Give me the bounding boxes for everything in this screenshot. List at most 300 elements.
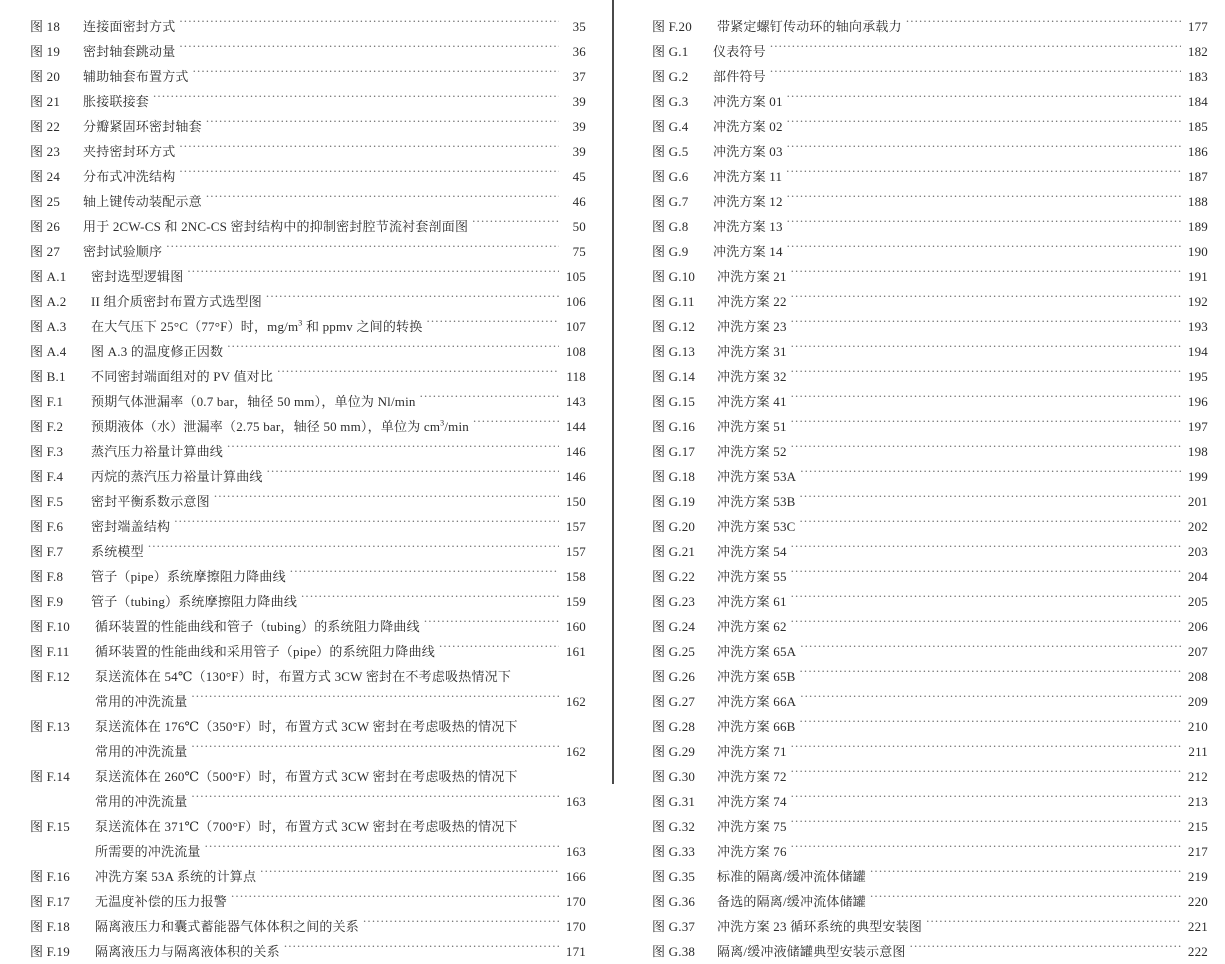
figure-entry[interactable] xyxy=(30,814,586,864)
figure-entry-line xyxy=(652,489,1208,514)
figure-entry[interactable] xyxy=(652,264,1208,289)
page-number: 212 xyxy=(1187,769,1208,784)
figure-entry[interactable] xyxy=(30,564,586,589)
figure-label: 图 G.27 xyxy=(652,694,696,709)
figure-label: 图 25 xyxy=(30,194,61,209)
figure-entry[interactable] xyxy=(652,189,1208,214)
figure-entry[interactable] xyxy=(652,114,1208,139)
figure-entry[interactable] xyxy=(30,864,586,889)
figure-label: 图 G.26 xyxy=(652,669,696,684)
figure-label: 图 F.7 xyxy=(30,544,64,559)
figure-label: 图 F.20 xyxy=(652,19,692,34)
dot-leader xyxy=(791,818,1181,831)
page-number: 202 xyxy=(1187,519,1208,534)
dot-leader xyxy=(791,393,1181,406)
dot-leader xyxy=(800,693,1181,706)
figure-entry-line xyxy=(30,864,586,889)
figure-title: 分瓣紧固环密封轴套 xyxy=(83,119,202,134)
figure-entry[interactable] xyxy=(652,39,1208,64)
figure-label: 图 G.25 xyxy=(652,644,696,659)
figure-label: 图 G.16 xyxy=(652,419,696,434)
figure-entry-line xyxy=(30,89,586,114)
page-number: 143 xyxy=(565,394,586,409)
dot-leader xyxy=(787,243,1181,256)
page-number: 189 xyxy=(1187,219,1208,234)
figure-entry-line xyxy=(652,414,1208,439)
figure-entry[interactable] xyxy=(652,789,1208,814)
figure-entry[interactable] xyxy=(30,639,586,664)
figure-label: 图 F.5 xyxy=(30,494,64,509)
page-number: 182 xyxy=(1187,44,1208,59)
figure-entry-line xyxy=(30,314,586,339)
figure-entry-line xyxy=(652,114,1208,139)
figure-label: 图 F.9 xyxy=(30,594,64,609)
figure-entry[interactable] xyxy=(30,39,586,64)
page-number: 105 xyxy=(565,269,586,284)
page-number: 162 xyxy=(565,694,586,709)
figure-title: II 组介质密封布置方式选型图 xyxy=(91,294,262,309)
dot-leader xyxy=(791,418,1181,431)
figure-label: 图 F.17 xyxy=(30,894,70,909)
figure-entry-line xyxy=(30,564,586,589)
figure-title: 冲洗方案 03 xyxy=(713,144,783,159)
page-number: 35 xyxy=(572,19,586,34)
figure-entry[interactable] xyxy=(652,889,1208,914)
dot-leader xyxy=(791,793,1181,806)
dot-leader xyxy=(522,818,559,831)
figure-entry[interactable] xyxy=(30,589,586,614)
dot-leader xyxy=(227,443,559,456)
figure-entry[interactable] xyxy=(30,339,586,364)
figure-entry-line xyxy=(30,64,586,89)
dot-leader xyxy=(791,743,1181,756)
page-number: 197 xyxy=(1187,419,1208,434)
figure-title: 冲洗方案 23 xyxy=(717,319,787,334)
figure-entry-line xyxy=(652,464,1208,489)
figure-title: 预期气体泄漏率（0.7 bar，轴径 50 mm），单位为 Nl/min xyxy=(91,394,416,409)
figure-title: 泵送流体在 371℃（700°F）时，布置方式 3CW 密封在考虑吸热的情况下 xyxy=(95,819,518,834)
figure-entry-line xyxy=(30,114,586,139)
figure-title: 冲洗方案 53A xyxy=(717,469,797,484)
figure-label: 图 B.1 xyxy=(30,369,66,384)
figure-label: 图 F.13 xyxy=(30,719,70,734)
page-number: 163 xyxy=(565,844,586,859)
figure-entry[interactable] xyxy=(652,664,1208,689)
figure-entry[interactable] xyxy=(652,139,1208,164)
figure-entry[interactable] xyxy=(30,489,586,514)
figure-entry-line xyxy=(652,539,1208,564)
figure-title: 密封试验顺序 xyxy=(83,244,163,259)
figure-entry[interactable] xyxy=(652,814,1208,839)
page-number: 159 xyxy=(565,594,586,609)
figure-title: 冲洗方案 72 xyxy=(717,769,787,784)
dot-leader xyxy=(906,18,1181,31)
page-number: 221 xyxy=(1187,919,1208,934)
dot-leader xyxy=(179,43,559,56)
figure-label: 图 G.1 xyxy=(652,44,689,59)
figure-entry[interactable] xyxy=(30,764,586,814)
figure-title: 图 A.3 的温度修正因数 xyxy=(91,344,224,359)
page-number: 46 xyxy=(572,194,586,209)
figure-label: 图 18 xyxy=(30,19,61,34)
figure-entry[interactable] xyxy=(30,414,586,439)
figure-label: 图 G.3 xyxy=(652,94,689,109)
dot-leader xyxy=(800,643,1181,656)
figure-entry[interactable] xyxy=(652,339,1208,364)
page-number: 161 xyxy=(565,644,586,659)
dot-leader xyxy=(472,218,559,231)
figure-label: 图 G.8 xyxy=(652,219,689,234)
figure-entry-line xyxy=(652,139,1208,164)
figure-label: 图 27 xyxy=(30,244,61,259)
figure-title: 冲洗方案 14 xyxy=(713,244,783,259)
figure-entry-line xyxy=(30,639,586,664)
figure-entry[interactable] xyxy=(30,914,586,939)
page-number: 107 xyxy=(565,319,586,334)
figure-entry-line xyxy=(30,514,586,539)
figure-label: 图 F.1 xyxy=(30,394,64,409)
figure-entry-line xyxy=(652,889,1208,914)
page-number: 215 xyxy=(1187,819,1208,834)
dot-leader xyxy=(910,943,1181,956)
figure-label: 图 G.24 xyxy=(652,619,696,634)
figure-entry[interactable] xyxy=(30,364,586,389)
figure-entry[interactable] xyxy=(30,714,586,764)
figure-label: 图 G.9 xyxy=(652,244,689,259)
figure-title: 在大气压下 25°C（77°F）时，$mg/m^3$ 和 ppmv 之间的转换 xyxy=(91,318,423,334)
figure-title: 隔离液压力与隔离液体积的关系 xyxy=(95,944,280,959)
dot-leader xyxy=(791,543,1181,556)
right-figure-list xyxy=(652,14,1208,964)
figure-label: 图 G.22 xyxy=(652,569,696,584)
page-number: 50 xyxy=(572,219,586,234)
figure-entry-line xyxy=(652,814,1208,839)
figure-label: 图 21 xyxy=(30,94,61,109)
figure-entry[interactable] xyxy=(30,939,586,964)
figure-entry[interactable] xyxy=(30,289,586,314)
figure-title: 冲洗方案 51 xyxy=(717,419,787,434)
page-number: 201 xyxy=(1187,494,1208,509)
figure-entry-line xyxy=(652,289,1208,314)
figure-entry[interactable] xyxy=(30,114,586,139)
dot-leader xyxy=(231,893,559,906)
figure-label: 图 F.11 xyxy=(30,644,70,659)
figure-label: 图 F.8 xyxy=(30,569,64,584)
figure-label: 图 F.12 xyxy=(30,669,70,684)
figure-entry-line xyxy=(30,214,586,239)
figure-entry-line xyxy=(652,739,1208,764)
figure-title: 分布式冲洗结构 xyxy=(83,169,176,184)
figure-entry-line xyxy=(30,139,586,164)
dot-leader xyxy=(214,493,559,506)
dot-leader xyxy=(148,543,559,556)
figure-label: 图 G.28 xyxy=(652,719,696,734)
dot-leader xyxy=(420,393,559,406)
figure-entry[interactable] xyxy=(652,314,1208,339)
figure-entry[interactable] xyxy=(652,564,1208,589)
figure-entry-line xyxy=(652,389,1208,414)
dot-leader xyxy=(522,768,559,781)
dot-leader xyxy=(870,893,1181,906)
figure-entry-line xyxy=(652,264,1208,289)
figure-title: 夹持密封环方式 xyxy=(83,144,176,159)
figure-entry[interactable] xyxy=(30,389,586,414)
figure-label: 图 G.20 xyxy=(652,519,696,534)
figure-entry-line xyxy=(30,764,586,789)
figure-title: 泵送流体在 176℃（350°F）时，布置方式 3CW 密封在考虑吸热的情况下 xyxy=(95,719,518,734)
dot-leader xyxy=(926,918,1181,931)
figure-title: 常用的冲洗流量 xyxy=(95,694,188,709)
figure-entry[interactable] xyxy=(652,364,1208,389)
page-number: 160 xyxy=(565,619,586,634)
figure-label: 图 G.23 xyxy=(652,594,696,609)
figure-entry[interactable] xyxy=(652,839,1208,864)
figure-title: 循环装置的性能曲线和采用管子（pipe）的系统阻力降曲线 xyxy=(95,644,435,659)
page-number: 75 xyxy=(572,244,586,259)
figure-entry-line xyxy=(30,914,586,939)
dot-leader xyxy=(786,168,1181,181)
figure-entry[interactable] xyxy=(30,514,586,539)
figure-entry-line xyxy=(30,539,586,564)
figure-entry-line xyxy=(652,714,1208,739)
dot-leader xyxy=(791,318,1181,331)
figure-title: 冲洗方案 32 xyxy=(717,369,787,384)
figure-title: 冲洗方案 53A 系统的计算点 xyxy=(95,869,257,884)
figure-entry[interactable] xyxy=(30,64,586,89)
figure-label: 图 G.6 xyxy=(652,169,689,184)
figure-entry-line xyxy=(652,364,1208,389)
figure-entry-line xyxy=(652,864,1208,889)
figure-entry[interactable] xyxy=(652,89,1208,114)
figure-entry-line xyxy=(30,364,586,389)
figure-entry[interactable] xyxy=(652,764,1208,789)
dot-leader xyxy=(800,718,1181,731)
figure-title: 冲洗方案 21 xyxy=(717,269,787,284)
dot-leader xyxy=(791,768,1181,781)
figure-label: 图 20 xyxy=(30,69,61,84)
page-number: 199 xyxy=(1187,469,1208,484)
figure-label: 图 G.4 xyxy=(652,119,689,134)
figure-title: 辅助轴套布置方式 xyxy=(83,69,189,84)
figure-entry[interactable] xyxy=(652,464,1208,489)
figure-entry-line xyxy=(652,164,1208,189)
dot-leader xyxy=(191,743,559,756)
figure-title: 冲洗方案 11 xyxy=(713,169,783,184)
figure-entry[interactable] xyxy=(30,89,586,114)
figure-entry[interactable] xyxy=(652,864,1208,889)
figure-entry-line xyxy=(30,39,586,64)
figure-entry-line xyxy=(652,339,1208,364)
figure-title: 冲洗方案 23 循环系统的典型安装图 xyxy=(717,919,923,934)
figure-entry[interactable] xyxy=(30,889,586,914)
figure-label: 图 F.10 xyxy=(30,619,70,634)
figure-label: 图 G.12 xyxy=(652,319,696,334)
figure-entry-line xyxy=(652,314,1208,339)
figure-entry-line xyxy=(30,489,586,514)
figure-label: 图 F.15 xyxy=(30,819,70,834)
figure-entry[interactable] xyxy=(30,439,586,464)
figure-label: 图 G.37 xyxy=(652,919,696,934)
page-number: 108 xyxy=(565,344,586,359)
figure-entry-line xyxy=(652,789,1208,814)
figure-entry[interactable] xyxy=(652,539,1208,564)
figure-entry[interactable] xyxy=(30,314,586,339)
figure-entry[interactable] xyxy=(652,614,1208,639)
figure-label: 图 23 xyxy=(30,144,61,159)
dot-leader xyxy=(439,643,559,656)
figure-title: 轴上键传动装配示意 xyxy=(83,194,202,209)
dot-leader xyxy=(191,693,559,706)
figure-entry[interactable] xyxy=(30,14,586,39)
figure-label: 图 26 xyxy=(30,219,61,234)
figure-title: 冲洗方案 31 xyxy=(717,344,787,359)
figure-entry-continuation-line xyxy=(30,739,586,764)
figure-title: 密封轴套跳动量 xyxy=(83,44,176,59)
page-number: 210 xyxy=(1187,719,1208,734)
page-number: 185 xyxy=(1187,119,1208,134)
dot-leader xyxy=(870,868,1181,881)
figure-entry[interactable] xyxy=(30,264,586,289)
figure-entry[interactable] xyxy=(30,539,586,564)
figure-entry[interactable] xyxy=(652,914,1208,939)
page-number: 187 xyxy=(1187,169,1208,184)
figure-entry[interactable] xyxy=(652,689,1208,714)
figure-entry-line xyxy=(30,614,586,639)
figure-entry[interactable] xyxy=(30,139,586,164)
figure-entry[interactable] xyxy=(30,164,586,189)
figure-entry[interactable] xyxy=(30,614,586,639)
dot-leader xyxy=(205,843,559,856)
figure-entry[interactable] xyxy=(652,514,1208,539)
page-number: 213 xyxy=(1187,794,1208,809)
figure-entry[interactable] xyxy=(652,214,1208,239)
figure-label: 图 G.29 xyxy=(652,744,696,759)
page-number: 203 xyxy=(1187,544,1208,559)
figure-title: 常用的冲洗流量 xyxy=(95,744,188,759)
figure-label: 图 A.2 xyxy=(30,294,67,309)
figure-entry[interactable] xyxy=(652,164,1208,189)
figure-entry[interactable] xyxy=(652,489,1208,514)
figure-entry[interactable] xyxy=(30,239,586,264)
figure-label: 图 G.10 xyxy=(652,269,696,284)
figure-entry[interactable] xyxy=(30,664,586,714)
figure-title: 蒸汽压力裕量计算曲线 xyxy=(91,444,224,459)
dot-leader xyxy=(191,793,559,806)
page-number: 163 xyxy=(565,794,586,809)
figure-entry[interactable] xyxy=(30,189,586,214)
figure-entry[interactable] xyxy=(652,714,1208,739)
figure-entry[interactable] xyxy=(652,414,1208,439)
figure-entry-line xyxy=(652,64,1208,89)
figure-entry[interactable] xyxy=(652,14,1208,39)
dot-leader xyxy=(800,518,1181,531)
figure-title: 冲洗方案 71 xyxy=(717,744,787,759)
figure-entry[interactable] xyxy=(652,439,1208,464)
page-number: 170 xyxy=(565,894,586,909)
page-number: 208 xyxy=(1187,669,1208,684)
figure-title: 无温度补偿的压力报警 xyxy=(95,894,228,909)
figure-label: 图 G.30 xyxy=(652,769,696,784)
right-column xyxy=(652,14,1208,964)
figure-entry-line xyxy=(30,339,586,364)
figure-entry[interactable] xyxy=(652,639,1208,664)
figure-label: 图 F.2 xyxy=(30,419,64,434)
figure-title: 标准的隔离/缓冲流体储罐 xyxy=(717,869,867,884)
figure-entry[interactable] xyxy=(652,589,1208,614)
dot-leader xyxy=(260,868,559,881)
figure-entry-line xyxy=(30,14,586,39)
figure-entry-line xyxy=(652,514,1208,539)
figure-entry[interactable] xyxy=(30,214,586,239)
page-number: 206 xyxy=(1187,619,1208,634)
page-number: 150 xyxy=(565,494,586,509)
page-number: 158 xyxy=(565,569,586,584)
figure-entry-line xyxy=(30,664,586,689)
figure-entry[interactable] xyxy=(30,464,586,489)
figure-title: 冲洗方案 54 xyxy=(717,544,787,559)
figure-entry-line xyxy=(30,589,586,614)
page-number: 36 xyxy=(572,44,586,59)
figure-entry-line xyxy=(652,14,1208,39)
figure-entry-line xyxy=(652,839,1208,864)
page-number: 146 xyxy=(565,469,586,484)
figure-entry-line xyxy=(30,389,586,414)
figure-entry[interactable] xyxy=(652,64,1208,89)
figure-label: 图 G.21 xyxy=(652,544,696,559)
figure-entry-line xyxy=(652,939,1208,964)
dot-leader xyxy=(791,268,1181,281)
dot-leader xyxy=(424,618,559,631)
page-number: 207 xyxy=(1187,644,1208,659)
figure-entry[interactable] xyxy=(652,739,1208,764)
figure-title: 常用的冲洗流量 xyxy=(95,794,188,809)
figure-title: 带紧定螺钉传动环的轴向承载力 xyxy=(717,19,902,34)
figure-title: 冲洗方案 53C xyxy=(717,519,796,534)
figure-entry-line xyxy=(652,214,1208,239)
figure-entry[interactable] xyxy=(652,939,1208,964)
figure-entry[interactable] xyxy=(652,289,1208,314)
figure-label: 图 F.4 xyxy=(30,469,64,484)
dot-leader xyxy=(277,368,559,381)
figure-label: 图 G.14 xyxy=(652,369,696,384)
page-number: 118 xyxy=(566,369,586,384)
figure-label: 图 G.7 xyxy=(652,194,689,209)
figure-title: 备选的隔离/缓冲流体储罐 xyxy=(717,894,867,909)
figure-entry-line xyxy=(30,714,586,739)
page-number: 222 xyxy=(1187,944,1208,959)
figure-entry[interactable] xyxy=(652,239,1208,264)
figure-entry-line xyxy=(652,689,1208,714)
figure-title: 冲洗方案 65A xyxy=(717,644,797,659)
figure-entry-line xyxy=(652,439,1208,464)
figure-entry-line xyxy=(30,164,586,189)
figure-title: 冲洗方案 75 xyxy=(717,819,787,834)
figure-label: 图 A.1 xyxy=(30,269,67,284)
figure-title: 冲洗方案 62 xyxy=(717,619,787,634)
figure-label: 图 A.3 xyxy=(30,319,67,334)
figure-label: 图 F.14 xyxy=(30,769,70,784)
figure-entry-line xyxy=(652,589,1208,614)
figure-title: 冲洗方案 01 xyxy=(713,94,783,109)
figure-label: 图 F.18 xyxy=(30,919,70,934)
page-number: 106 xyxy=(565,294,586,309)
figure-title: 密封端盖结构 xyxy=(91,519,171,534)
dot-leader xyxy=(791,568,1181,581)
figure-title: 隔离/缓冲液储罐典型安装示意图 xyxy=(717,944,906,959)
figure-entry[interactable] xyxy=(652,389,1208,414)
page-number: 211 xyxy=(1188,744,1208,759)
page-number: 39 xyxy=(572,144,586,159)
